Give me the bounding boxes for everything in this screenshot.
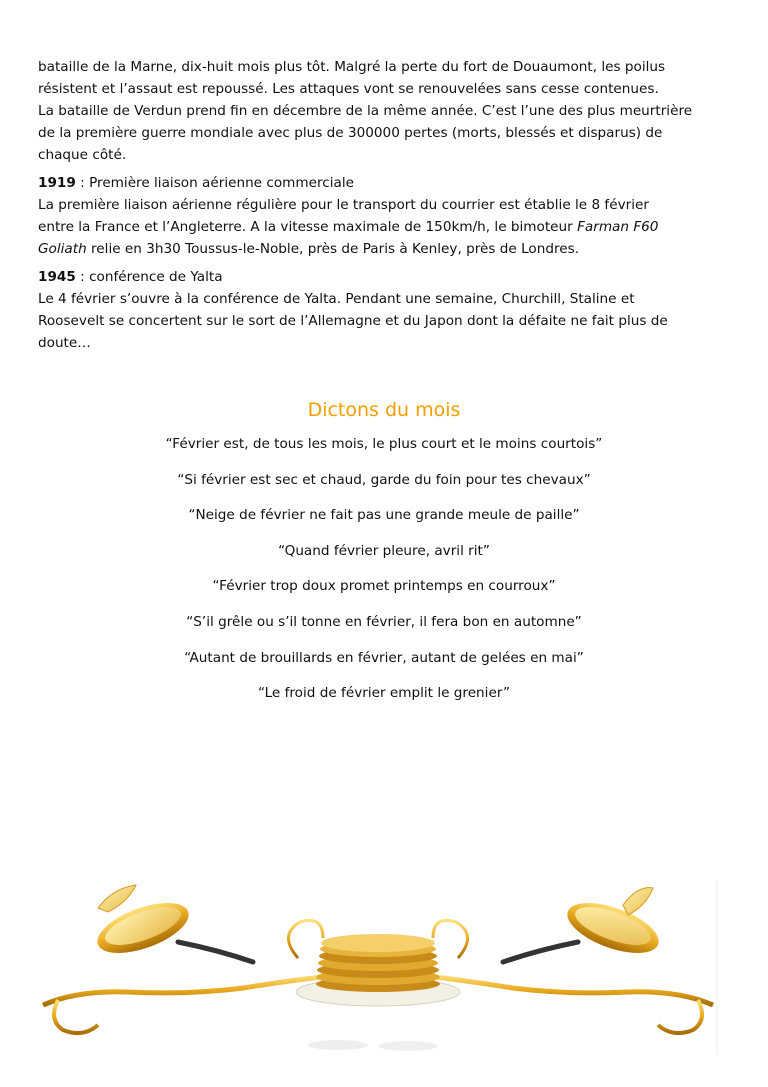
article-body [38, 56, 731, 354]
text-line: doute… [38, 335, 91, 351]
aircraft-name: Farman F60 [577, 219, 659, 235]
event-year: 1945 [38, 269, 76, 285]
paragraph-verdun [38, 56, 731, 166]
saying: “S’il grêle ou s’il tonne en février, il fera bon en automne” [186, 613, 582, 630]
event-1919 [38, 172, 731, 260]
sayings-list [0, 433, 768, 718]
event-heading: : Première liaison aérienne commerciale [75, 175, 355, 191]
text-line: chaque côté. [38, 147, 127, 163]
crepes-and-pans-icon [38, 880, 718, 1055]
text-line: La première liaison aérienne régulière pour le transport du courrier est établie le 8 février [38, 197, 649, 213]
aircraft-name-cont: Goliath [38, 241, 87, 257]
saying: “Autant de brouillards en février, autant de gelées en mai” [184, 649, 584, 666]
text-line: Le 4 février s’ouvre à la conférence de Yalta. Pendant une semaine, Churchill, Staline et [38, 291, 635, 307]
text-line: relie en 3h30 Toussus-le-Noble, près de Paris à Kenley, près de Londres. [86, 241, 580, 257]
saying: “Si février est sec et chaud, garde du foin pour tes chevaux” [177, 471, 591, 488]
text-line: bataille de la Marne, dix-huit mois plus tôt. Malgré la perte du fort de Douaumont, les poilus [38, 59, 666, 75]
event-year: 1919 [38, 175, 76, 191]
sayings-title: Dictons du mois [307, 399, 461, 421]
saying: “Le froid de février emplit le grenier” [257, 685, 511, 702]
text-line: résistent et l’assaut est repoussé. Les attaques vont se renouvelées sans cesse contenues. [38, 81, 659, 97]
saying: “Neige de février ne fait pas une grande meule de paille” [188, 507, 580, 524]
text-line: de la première guerre mondiale avec plus de 300000 pertes (morts, blessés et disparus) de [38, 125, 663, 141]
saying: “Février trop doux promet printemps en courroux” [212, 578, 556, 595]
saying: “Quand février pleure, avril rit” [278, 542, 490, 559]
event-heading: : conférence de Yalta [75, 269, 223, 285]
text-line: entre la France et l’Angleterre. A la vitesse maximale de 150km/h, le bimoteur [38, 219, 578, 235]
event-1945 [38, 266, 731, 354]
text-line: La bataille de Verdun prend fin en décembre de la même année. C’est l’une des plus meurtrière [38, 103, 693, 119]
text-line: Roosevelt se concertent sur le sort de l’Allemagne et du Japon dont la défaite ne fait plus de [38, 313, 668, 329]
saying: “Février est, de tous les mois, le plus court et le moins courtois” [165, 436, 603, 452]
